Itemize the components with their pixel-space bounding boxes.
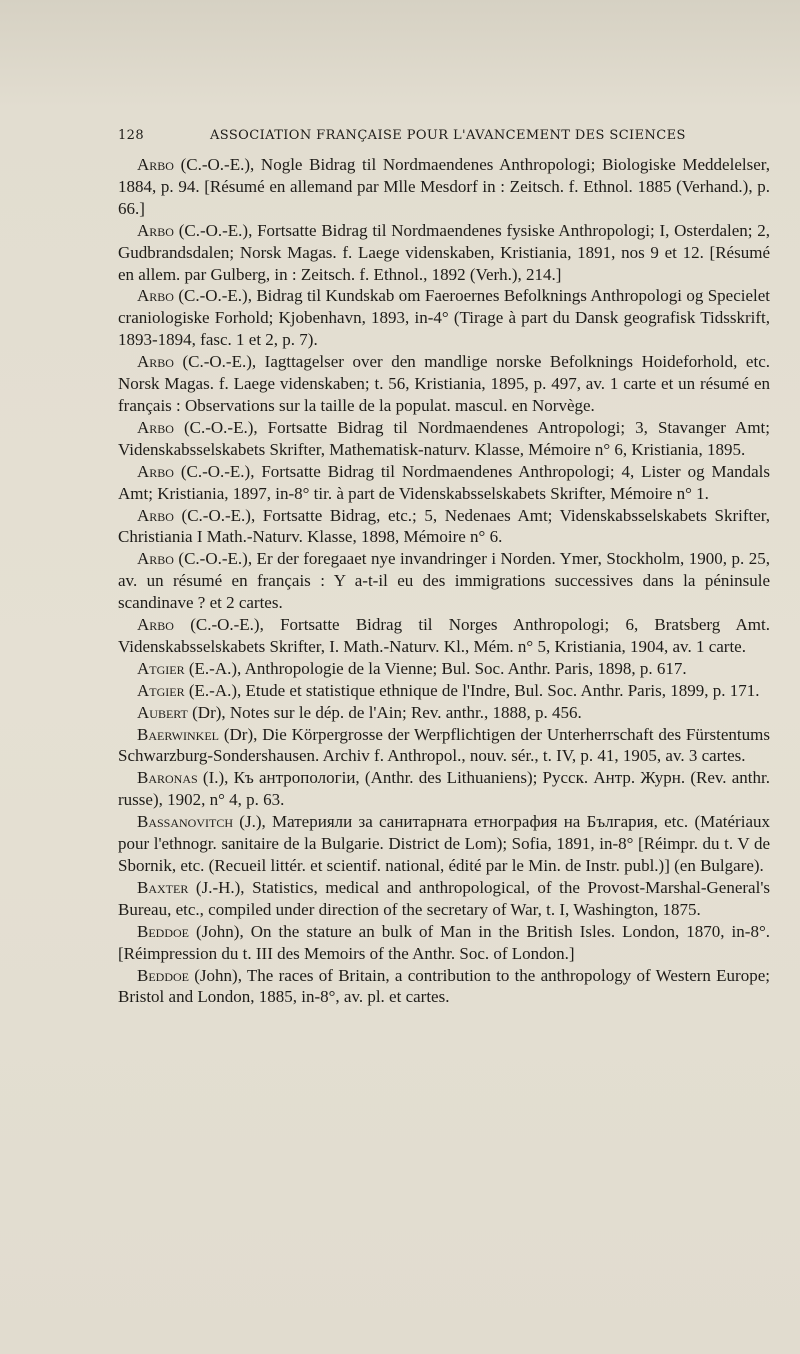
bibliography-entry — [118, 154, 770, 220]
bibliography-entry — [118, 767, 770, 811]
entry-text: (John), On the stature an bulk of Man in the British Isles. London, 1870, in-8°. [Réimpression du t. III des Memoirs of the Anthr. Soc. of London.] — [118, 921, 770, 963]
entry-text: (I.), Къ антропологіи, (Anthr. des Lithuaniens); Русск. Антр. Журн. (Rev. anthr. russe), 1902, n° 4, p. 63. — [118, 768, 770, 810]
bibliography-entry — [118, 811, 770, 877]
bibliography-entry — [118, 505, 770, 549]
entry-text: (E.-A.), Anthropologie de la Vienne; Bul. Soc. Anthr. Paris, 1898, p. 617. — [184, 658, 687, 678]
bibliography-entry — [118, 461, 770, 505]
entry-text: (C.-O.-E.), Nogle Bidrag til Nordmaendenes Anthropologi; Biologiske Meddelelser, 1884, p. 94. [Résumé en allemand par Mlle Mesdorf in : Zeitsch. f. Ethnol. 1885 (Verhand.), p. 66.] — [118, 155, 770, 218]
entry-text: (C.-O.-E.), Bidrag til Kundskab om Faeroernes Befolknings Anthropologi og Specielet craniologiske Forhold; Kjobenhavn, 1893, in-4° (Tirage à part du Dansk geografisk Tidsskrift, 1893-1894, fasc. 1 et 2, p. 7). — [118, 286, 770, 350]
bibliography-entry — [118, 921, 770, 965]
entry-author: Aubert — [137, 702, 188, 722]
entry-author: Arbo — [137, 352, 174, 372]
entry-author: Arbo — [137, 155, 174, 174]
entry-author: Arbo — [137, 417, 174, 437]
bibliography-entry — [118, 658, 770, 680]
page-number: 128 — [118, 128, 145, 143]
entry-author: Baerwinkel — [137, 724, 219, 744]
entry-author: Arbo — [137, 220, 174, 240]
entry-author: Atgier — [137, 658, 185, 678]
entry-author: Arbo — [137, 286, 174, 306]
entry-author: Beddoe — [137, 965, 189, 985]
entry-author: Arbo — [137, 505, 174, 525]
bibliography-entry — [118, 724, 770, 768]
entry-author: Baronas — [137, 768, 198, 788]
entry-author: Bassanovitch — [137, 812, 234, 832]
entry-text: (E.-A.), Etude et statistique ethnique de l'Indre, Bul. Soc. Anthr. Paris, 1899, p. 171. — [184, 680, 760, 700]
entry-text: (C.-O.-E.), Fortsatte Bidrag til Norges Anthropologi; 6, Bratsberg Amt. Videnskabsselskabets Skrifter, I. Math.-Naturv. Kl., Mém. n° 5, Kristiania, 1904, av. 1 carte. — [118, 615, 770, 656]
entry-text: (Dr), Notes sur le dép. de l'Ain; Rev. anthr., 1888, p. 456. — [187, 702, 582, 722]
entry-author: Arbo — [137, 549, 174, 569]
entry-author: Beddoe — [137, 921, 189, 941]
entry-text: (C.-O.-E.), Fortsatte Bidrag til Nordmaendenes Anthropologi; 4, Lister og Mandals Amt; Kristiania, 1897, in-8° tir. à part de Videnskabsselskabets Skrifter, Mémoire n° 1. — [118, 461, 770, 503]
bibliography-entry — [118, 285, 770, 351]
bibliography-entry — [118, 614, 770, 658]
entry-author: Arbo — [137, 615, 174, 635]
running-title: ASSOCIATION FRANÇAISE POUR L'AVANCEMENT DES SCIENCES — [210, 128, 686, 143]
bibliography-entry — [118, 548, 770, 614]
entry-text: (C.-O.-E.), Fortsatte Bidrag, etc.; 5, Nedenaes Amt; Videnskabsselskabets Skrifter, Christiania I Math.-Naturv. Klasse, 1898, Mémoire n° 6. — [118, 505, 770, 547]
entry-text: (C.-O.-E.), Fortsatte Bidrag til Nordmaendenes fysiske Anthropologi; I, Osterdalen; 2, Gudbrandsdalen; Norsk Magas. f. Laege videnskaben, Kristiania, 1891, nos 9 et 12. [Résumé en allem. par Gulberg, in : Zeitsch. f. Ethnol., 1892 (Verh.), 214.] — [118, 220, 770, 284]
entry-text: (J.), Материяли за санитарната етнография на България, etc. (Matériaux pour l'ethnogr. sanitaire de la Bulgarie. District de Lom); Sofia, 1891, in-8° [Réimpr. du t. V de Sbornik, etc. (Recueil littér. et scientif. national, édité par le Min. de Instr. publ.)] (en Bulgare). — [118, 812, 770, 875]
entry-author: Atgier — [137, 680, 185, 700]
bibliography-entry — [118, 220, 770, 286]
entry-text: (C.-O.-E.), Er der foregaaet nye invandringer i Norden. Ymer, Stockholm, 1900, p. 25, av. un résumé en français : Y a-t-il eu des immigrations successives dans la péninsule scandinave ? et 2 cartes. — [118, 549, 770, 613]
entry-author: Arbo — [137, 461, 174, 481]
entry-text: (C.-O.-E.), Fortsatte Bidrag til Nordmaendenes Antropologi; 3, Stavanger Amt; Videnskabsselskabets Skrifter, Mathematisk-naturv. Klasse, Mémoire n° 6, Kristiania, 1895. — [118, 417, 770, 459]
entry-text: (C.-O.-E.), Iagttagelser over den mandlige norske Befolknings Hoideforhold, etc. Norsk Magas. f. Laege videnskaben; t. 56, Kristiania, 1895, p. 497, av. 1 carte et un résumé en français : Observations sur la taille de la populat. mascul. en Norvège. — [118, 352, 770, 415]
entry-text: (J.-H.), Statistics, medical and anthropological, of the Provost-Marshal-General's Bureau, etc., compiled under direction of the secretary of War, t. I, Washington, 1875. — [118, 877, 770, 919]
entry-text: (Dr), Die Körpergrosse der Werpflichtigen der Unterherrschaft des Fürstentums Schwarzburg-Sondershausen. Archiv f. Anthropol., nouv. sér., t. IV, p. 41, 1905, av. 3 cartes. — [118, 724, 770, 766]
bibliography-entry — [118, 351, 770, 417]
entry-author: Baxter — [137, 877, 189, 897]
bibliography-list — [118, 154, 770, 1008]
bibliography-entry — [118, 680, 770, 702]
bibliography-entry — [118, 877, 770, 921]
bibliography-entry — [118, 965, 770, 1009]
entry-text: (John), The races of Britain, a contribution to the anthropology of Western Europe; Bristol and London, 1885, in-8°, av. pl. et cartes. — [118, 965, 770, 1007]
bibliography-entry — [118, 417, 770, 461]
bibliography-entry — [118, 702, 770, 724]
